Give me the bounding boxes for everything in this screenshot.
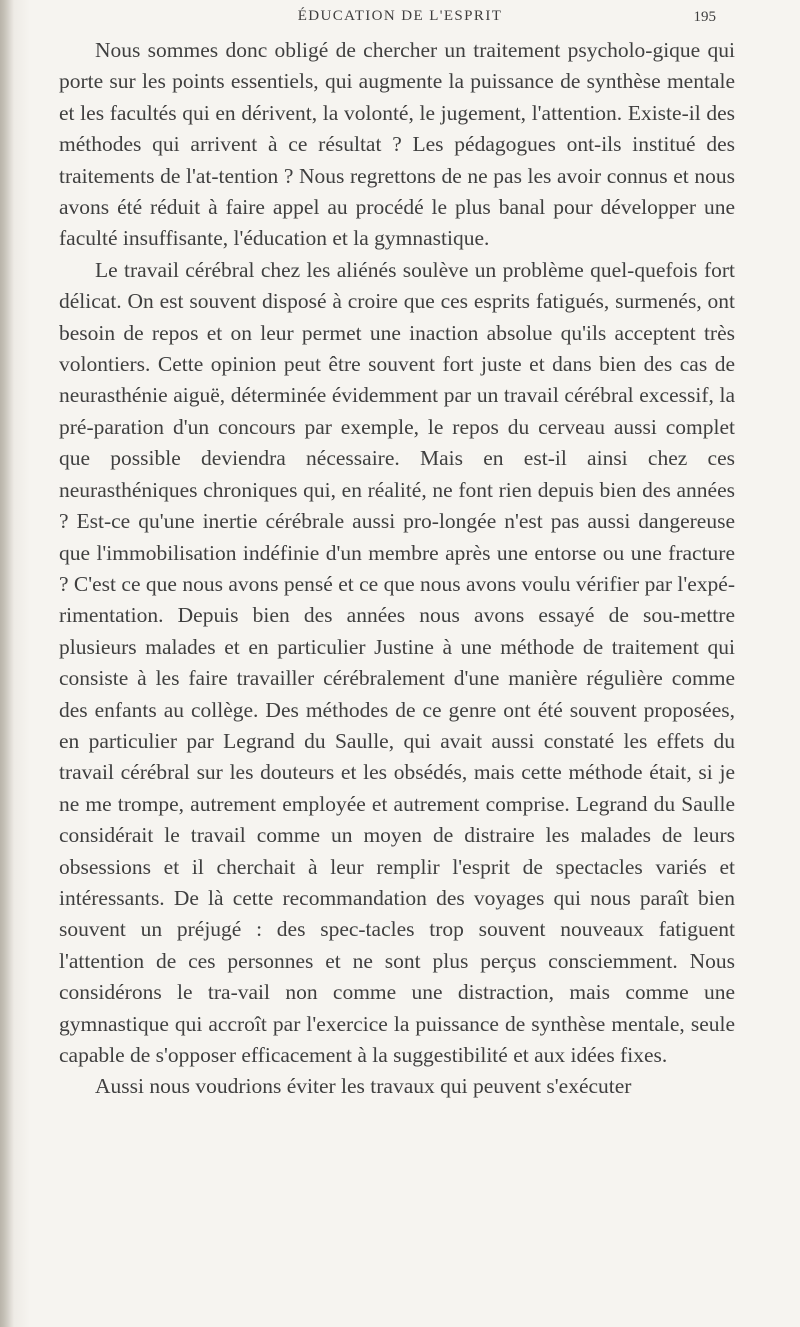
paragraph-1: Nous sommes donc obligé de chercher un traitement psycholo-gique qui porte sur les points essentiels, qui augmente la puissance de synthèse mentale et les facultés qui en dérivent, la volonté, le jugement, l'attention. Existe-il des méthodes qui arrivent à ce résultat ? Les pédagogues ont-ils institué des traitements de l'at-tention ? Nous regrettons de ne pas les avoir connus et nous avons été réduit à faire appel au procédé le plus banal pour développer une faculté insuffisante, l'éducation et la gymnastique. xyxy=(59,38,735,251)
binding-shadow xyxy=(0,0,14,1327)
paragraph-2: Le travail cérébral chez les aliénés soulève un problème quel-quefois fort délicat. On est souvent disposé à croire que ces esprits fatigués, surmenés, ont besoin de repos et on leur permet une inaction absolue qu'ils acceptent très volontiers. Cette opinion peut être souvent fort juste et dans bien des cas de neurasthénie aiguë, déterminée évidemment par un travail cérébral excessif, la pré-paration d'un concours par exemple, le repos du cerveau aussi complet que possible deviendra nécessaire. Mais en est-il ainsi chez ces neurasthéniques chroniques qui, en réalité, ne font rien depuis bien des années ? Est-ce qu'une inertie cérébrale aussi pro-longée n'est pas aussi dangereuse que l'immobilisation indéfinie d'un membre après une entorse ou une fracture ? C'est ce que nous avons pensé et ce que nous avons voulu vérifier par l'expé-rimentation. Depuis bien des années nous avons essayé de sou-mettre plusieurs malades et en particulier Justine à une méthode de traitement qui consiste à les faire travailler cérébralement d'une manière régulière comme des enfants au collège. Des méthodes de ce genre ont été souvent proposées, en particulier par Legrand du Saulle, qui avait aussi constaté les effets du travail cérébral sur les douteurs et les obsédés, mais cette méthode était, si je ne me trompe, autrement employée et autrement comprise. Legrand du Saulle considérait le travail comme un moyen de distraire les malades de leurs obsessions et il cherchait à leur remplir l'esprit de spectacles variés et intéressants. De là cette recommandation des voyages qui nous paraît bien souvent un préjugé : des spec-tacles trop souvent nouveaux fatiguent l'attention de ces personnes et ne sont plus perçus consciemment. Nous considérons le tra-vail non comme une distraction, mais comme une gymnastique qui accroît par l'exercice la puissance de synthèse mentale, seule capable de s'opposer efficacement à la suggestibilité et aux idées fixes. xyxy=(59,257,735,1067)
page-number: 195 xyxy=(693,9,716,25)
body-text xyxy=(59,35,735,1103)
paragraph-3: Aussi nous voudrions éviter les travaux qui peuvent s'exécuter xyxy=(95,1074,632,1099)
running-header xyxy=(0,8,800,32)
running-title: ÉDUCATION DE L'ESPRIT xyxy=(297,8,503,24)
